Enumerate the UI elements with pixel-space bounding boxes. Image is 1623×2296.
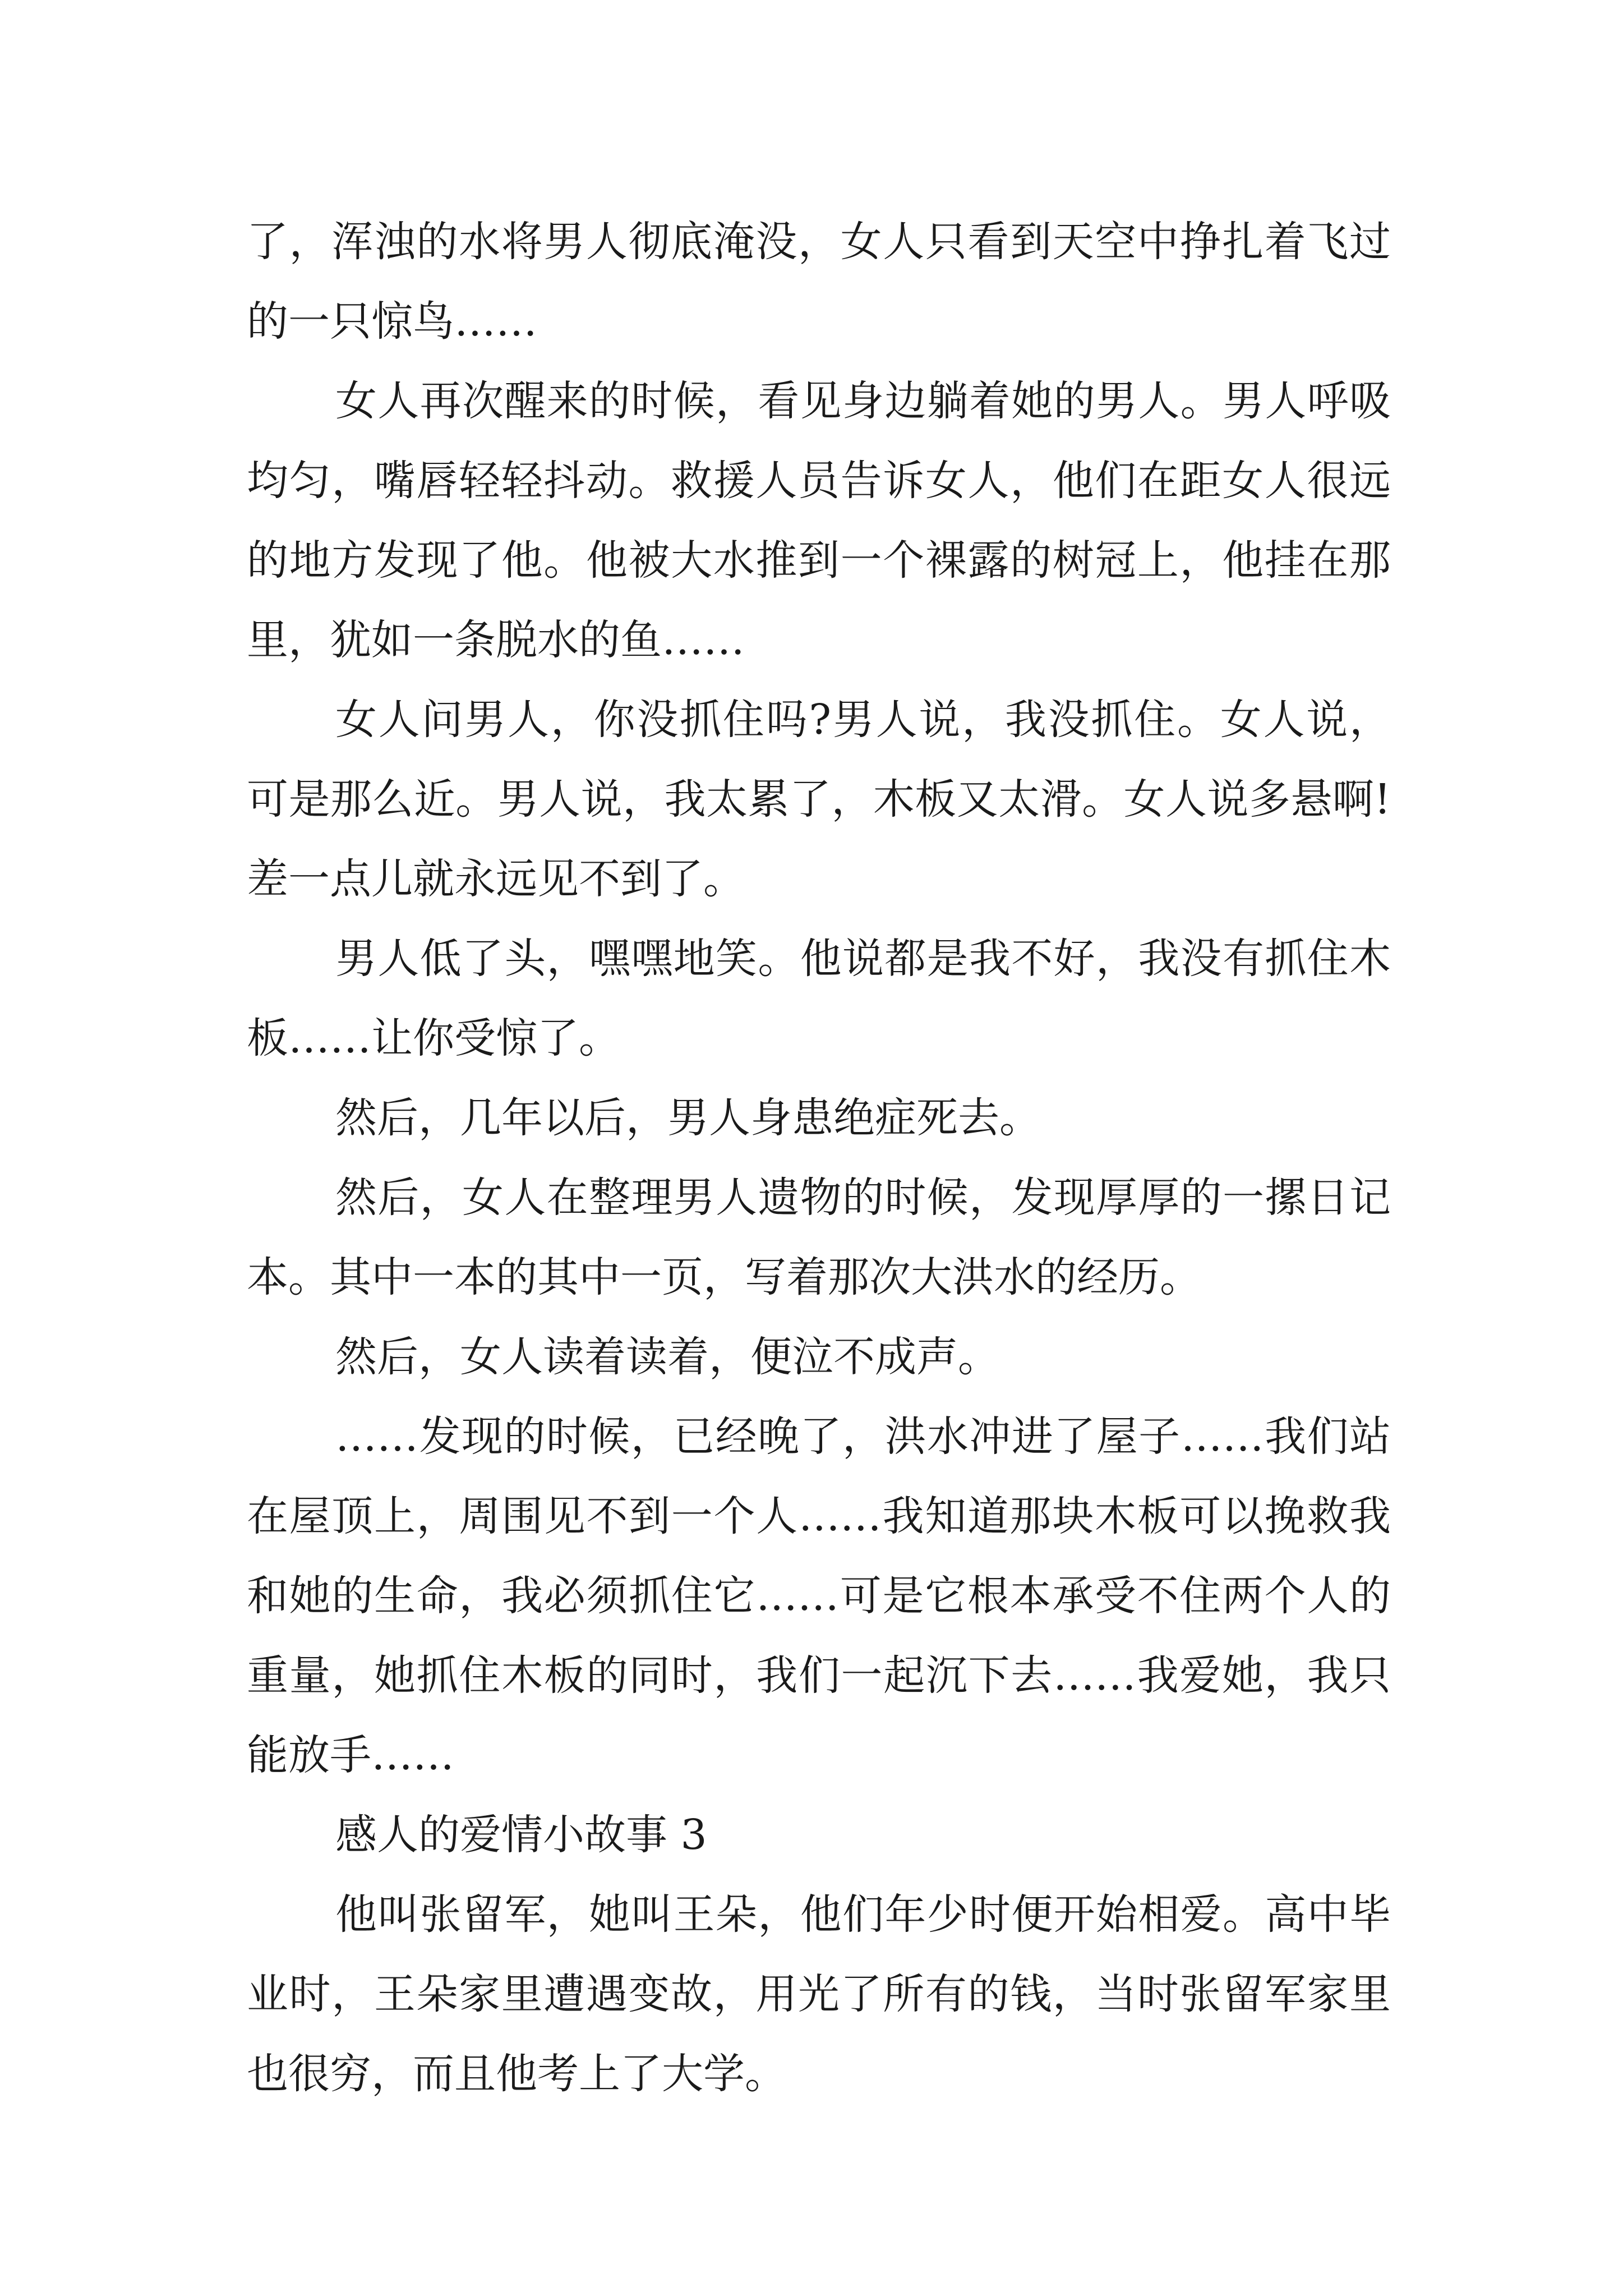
paragraph-8: ……发现的时候，已经晚了，洪水冲进了屋子……我们站在屋顶上，周围见不到一个人……我知道那块木板可以挽救我和她的生命，我必须抓住它……可是它根本承受不住两个人的重量，她抓住木板的同时，我们一起沉下去……我爱她，我只能放手…… (247, 1412, 1391, 1779)
paragraph-9: 他叫张留军，她叫王朵，他们年少时便开始相爱。高中毕业时，王朵家里遭遇变故，用光了所有的钱，当时张留军家里也很穷，而且他考上了大学。 (247, 1890, 1391, 2098)
paragraph-7: 然后，女人读着读着，便泣不成声。 (335, 1333, 999, 1381)
paragraph-6: 然后，女人在整理男人遗物的时候，发现厚厚的一摞日记本。其中一本的其中一页，写着那次大洪水的经历。 (247, 1174, 1391, 1301)
section-heading: 感人的爱情小故事 3 (335, 1811, 707, 1859)
paragraph-1: 了，浑浊的水将男人彻底淹没，女人只看到天空中挣扎着飞过的一只惊鸟…… (247, 218, 1391, 346)
paragraph-4: 男人低了头，嘿嘿地笑。他说都是我不好，我没有抓住木板……让你受惊了。 (247, 935, 1391, 1062)
paragraph-5: 然后，几年以后，男人身患绝症死去。 (335, 1094, 1041, 1142)
paragraph-3: 女人问男人，你没抓住吗?男人说，我没抓住。女人说，可是那么近。男人说，我太累了，木板又太滑。女人说多悬啊!差一点儿就永远见不到了。 (247, 696, 1391, 903)
paragraph-2: 女人再次醒来的时候，看见身边躺着她的男人。男人呼吸均匀，嘴唇轻轻抖动。救援人员告诉女人，他们在距女人很远的地方发现了他。他被大水推到一个裸露的树冠上，他挂在那里，犹如一条脱水的鱼…… (247, 377, 1391, 664)
document-body (247, 202, 1391, 2114)
